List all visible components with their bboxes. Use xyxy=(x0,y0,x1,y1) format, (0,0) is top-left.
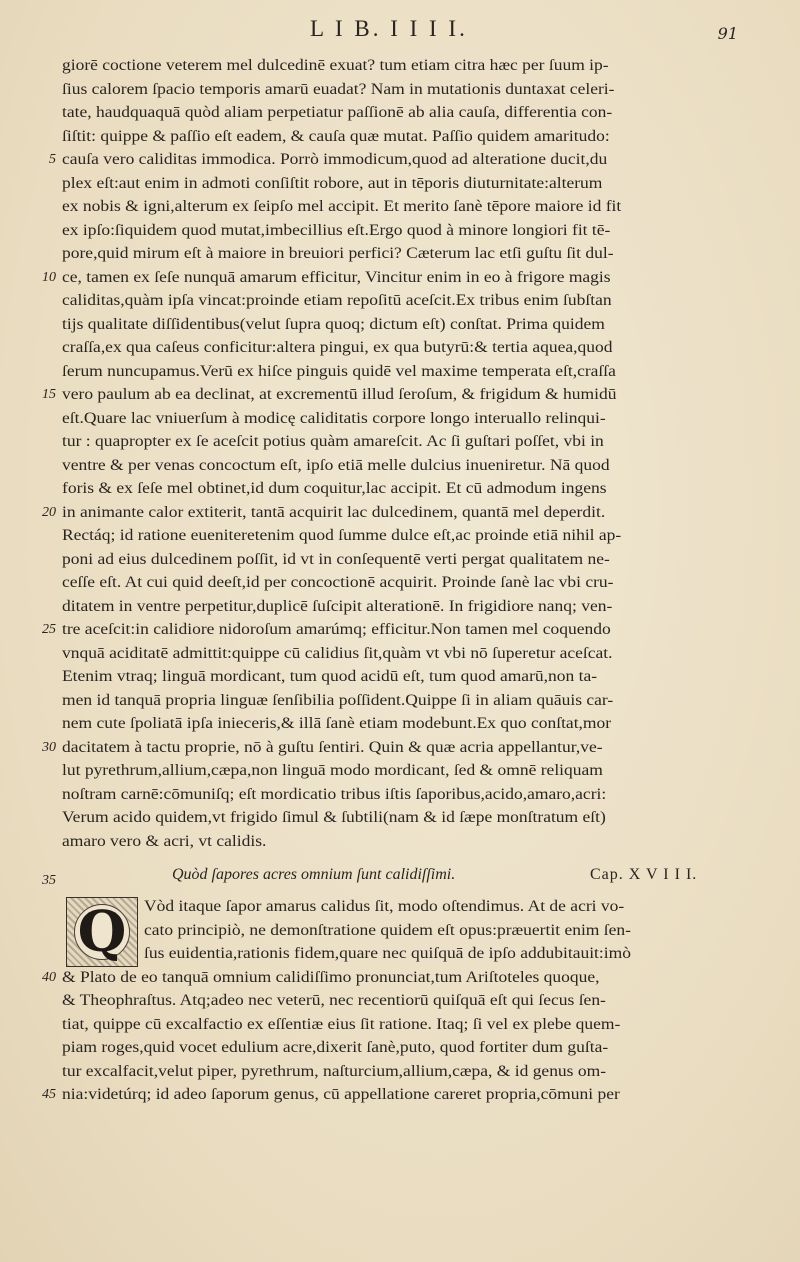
text-line xyxy=(62,54,767,78)
text-line xyxy=(62,101,767,125)
text-line xyxy=(62,665,767,689)
line-text: piam roges,quid vocet edulium acre,dixerit ſanè,puto, quod fortiter dum guſta- xyxy=(62,1038,609,1056)
text-line xyxy=(62,783,767,807)
line-text: ſius calorem ſpacio temporis amarū euadat? Nam in mutationis duntaxat celeri- xyxy=(62,79,615,98)
text-line xyxy=(49,148,767,172)
text-line xyxy=(62,806,767,830)
text-line xyxy=(144,895,767,919)
text-line xyxy=(42,736,767,760)
text-line xyxy=(62,830,767,854)
text-line xyxy=(62,125,767,149)
line-text: vero paulum ab ea declinat, at excrementū illud ſeroſum, & frigidum & humidū xyxy=(62,385,617,403)
text-line xyxy=(42,1083,767,1107)
line-number: 20 xyxy=(42,504,56,520)
line-text: in animante calor extiterit, tantā acquirit lac dulcedinem, quantā mel deperdit. xyxy=(62,502,606,521)
line-text: ditatem in ventre perpetitur,duplicē ſuſcipit alterationē. In frigidiore nanq; ven- xyxy=(62,596,613,615)
line-text: Rectáq; id ratione eueniteretenim quod ſumme dulce eſt,ac proinde etiā nihil ap- xyxy=(62,526,622,544)
line-text: cato principiò, ne demonſtratione quidem eſt opus:præuertit enim ſen- xyxy=(144,920,631,939)
text-line xyxy=(62,313,767,337)
line-text: ſerum nuncupamus.Verū ex hiſce pinguis quidē vel maxime temperata eſt,craſſa xyxy=(62,361,616,380)
text-line xyxy=(42,501,767,525)
line-number: 30 xyxy=(42,739,56,755)
text-line xyxy=(62,289,767,313)
text-line xyxy=(62,195,767,219)
line-text: tate, haudquaquā quòd aliam perpetiatur paſſionē ab alia cauſa, differentia con- xyxy=(62,103,613,121)
line-text: lut pyrethrum,allium,cæpa,non linguā modo mordicant, ſed & omnē reliquam xyxy=(62,761,603,779)
chapter-heading xyxy=(42,855,767,895)
paragraph-initial xyxy=(62,895,767,966)
line-text: plex eſt:aut enim in admoti conſiſtit robore, aut in tēporis diuturnitate:alterum xyxy=(62,173,603,192)
line-text: ce, tamen ex ſeſe nunquā amarum efficitur, Vincitur enim in eo à frigore magis xyxy=(62,267,611,286)
text-line xyxy=(62,172,767,196)
text-line xyxy=(42,266,767,290)
chapter-title: Quòd ſapores acres omnium ſunt calidiſſimi. xyxy=(172,866,456,883)
text-line xyxy=(62,477,767,501)
line-text: tur : quapropter ex ſe aceſcit potius quàm amareſcit. Ac ſi guſtari poſſet, vbi in xyxy=(62,432,604,450)
drop-initial-block xyxy=(62,895,767,966)
text-line xyxy=(62,1013,767,1037)
line-text: ſus euidentia,rationis fidem,quare nec quiſquā de ipſo addubitauit:imò xyxy=(144,944,631,962)
line-text: cauſa vero caliditas immodica. Porrò immodicum,quod ad alteratione ducit,du xyxy=(62,150,608,168)
line-text: men id tanquā propria linguæ ſenſibilia poſſident.Quippe ſi in aliam quāuis car- xyxy=(62,690,614,709)
text-line xyxy=(42,383,767,407)
line-text: poni ad eius dulcedinem poſſit, id vt in conſequentē verti pergat qualitatem ne- xyxy=(62,549,610,568)
line-text: noſtram carnē:cōmuniſq; eſt mordicatio tribus iſtis ſaporibus,acido,amaro,acri: xyxy=(62,784,607,803)
line-text: craſſa,ex qua caſeus conficitur:altera pingui, ex qua butyrū:& tertia aquea,quod xyxy=(62,338,613,356)
line-number: 10 xyxy=(42,269,56,285)
line-text: ceſſe eſt. At cui quid deeſt,id per concoctionē acquirit. Proinde ſanè lac vbi cru- xyxy=(62,573,614,591)
running-head xyxy=(0,14,800,50)
line-text: vnquā aciditatē admittit:quippe cū calidius ſit,quàm vt vbi nō ſuperetur aceſcat. xyxy=(62,643,613,662)
text-line xyxy=(42,618,767,642)
text-line xyxy=(62,336,767,360)
line-text: pore,quid mirum eſt à maiore in breuiori perfici? Cæterum lac etſi guſtu ſit dul- xyxy=(62,244,614,262)
text-line xyxy=(62,407,767,431)
text-line xyxy=(62,712,767,736)
line-text: foris & ex ſeſe mel obtinet,id dum coquitur,lac accipit. Et cū admodum ingens xyxy=(62,479,607,497)
text-line xyxy=(62,430,767,454)
text-line xyxy=(62,78,767,102)
text-line xyxy=(62,242,767,266)
text-line xyxy=(62,524,767,548)
line-text: amaro vero & acri, vt calidis. xyxy=(62,831,267,850)
text-line xyxy=(144,942,767,966)
line-text: tre aceſcit:in calidiore nidoroſum amarúmq; efficitur.Non tamen mel coquendo xyxy=(62,620,611,638)
text-line xyxy=(144,919,767,943)
decorated-initial xyxy=(66,897,138,967)
text-line xyxy=(42,966,767,990)
text-line xyxy=(62,595,767,619)
line-text: tiat, quippe cū excalfactio ex eſſentiæ eius ſit ratione. Itaq; ſi vel ex plebe quem- xyxy=(62,1014,621,1033)
text-line xyxy=(62,360,767,384)
line-text: Etenim vtraq; linguā mordicant, tum quod acidū eſt, tum quod amarū,non ta- xyxy=(62,667,598,685)
line-number: 40 xyxy=(42,969,56,985)
line-text: & Plato de eo tanquā omnium calidiſſimo pronunciat,tum Ariſtoteles quoque, xyxy=(62,967,600,986)
text-line xyxy=(62,759,767,783)
text-line xyxy=(62,1036,767,1060)
line-number: 35 xyxy=(42,873,56,888)
body-text xyxy=(42,54,767,1107)
initial-letter: Q xyxy=(74,904,130,960)
line-number: 5 xyxy=(49,152,56,167)
line-text: eſt.Quare lac vniuerſum à modicę caliditatis corpore longo interuallo relinqui- xyxy=(62,408,606,427)
line-text: ſiſtit: quippe & paſſio eſt eadem, & cauſa quæ mutat. Paſſio quidem amaritudo: xyxy=(62,126,610,145)
text-line xyxy=(62,571,767,595)
line-text: tur excalfacit,velut piper, pyrethrum, naſturcium,allium,cæpa, & id genus om- xyxy=(62,1061,607,1080)
line-text: dacitatem à tactu proprie, nō à guſtu ſentiri. Quin & quæ acria appellantur,ve- xyxy=(62,737,603,756)
text-line xyxy=(62,219,767,243)
line-text: giorē coctione veterem mel dulcedinē exuat? tum etiam citra hæc per ſuum ip- xyxy=(62,56,609,74)
text-line xyxy=(62,548,767,572)
line-text: ex ipſo:ſiquidem quod mutat,imbecillius eſt.Ergo quod à minore longiori fit tē- xyxy=(62,220,611,239)
text-line xyxy=(62,989,767,1013)
line-text: Verum acido quidem,vt frigido ſimul & ſubtili(nam & id ſæpe monſtratum eſt) xyxy=(62,808,606,826)
text-line xyxy=(62,454,767,478)
line-text: ex nobis & igni,alterum ex ſeipſo mel accipit. Et merito ſanè tēpore maiore id fit xyxy=(62,197,622,215)
paragraph-before xyxy=(42,54,767,853)
line-text: nem cute ſpoliatā ipſa inieceris,& illā ſanè etiam modebunt.Ex quo conſtat,mor xyxy=(62,714,612,732)
line-text: nia:videtúrq; id adeo ſaporum genus, cū appellatione careret propria,cōmuni per xyxy=(62,1085,620,1103)
text-line xyxy=(62,689,767,713)
book-title: L I B. I I I I. xyxy=(310,16,468,41)
line-text: ventre & per venas concoctum eſt, ipſo etiā melle dulcius inueniretur. Nā quod xyxy=(62,455,610,474)
line-text: tijs qualitate diſſidentibus(velut ſupra quoq; dictum eſt) conſtat. Prima quidem xyxy=(62,314,605,333)
page-number: 91 xyxy=(717,24,738,43)
line-text: caliditas,quàm ipſa vincat:proinde etiam repoſitū aceſcit.Ex tribus enim ſubſtan xyxy=(62,291,612,309)
paragraph-after xyxy=(42,966,767,1107)
line-text: & Theophraſtus. Atq;adeo nec veterū, nec recentiorū quiſquā eſt qui ſecus ſen- xyxy=(62,991,606,1009)
text-line xyxy=(62,642,767,666)
line-number: 15 xyxy=(42,387,56,402)
line-number: 45 xyxy=(42,1087,56,1102)
line-text: Vòd itaque ſapor amarus calidus ſit, modo oſtendimus. At de acri vo- xyxy=(144,897,625,915)
text-line xyxy=(62,1060,767,1084)
chapter-number: Cap. X V I I I. xyxy=(590,866,698,883)
line-number: 25 xyxy=(42,622,56,637)
